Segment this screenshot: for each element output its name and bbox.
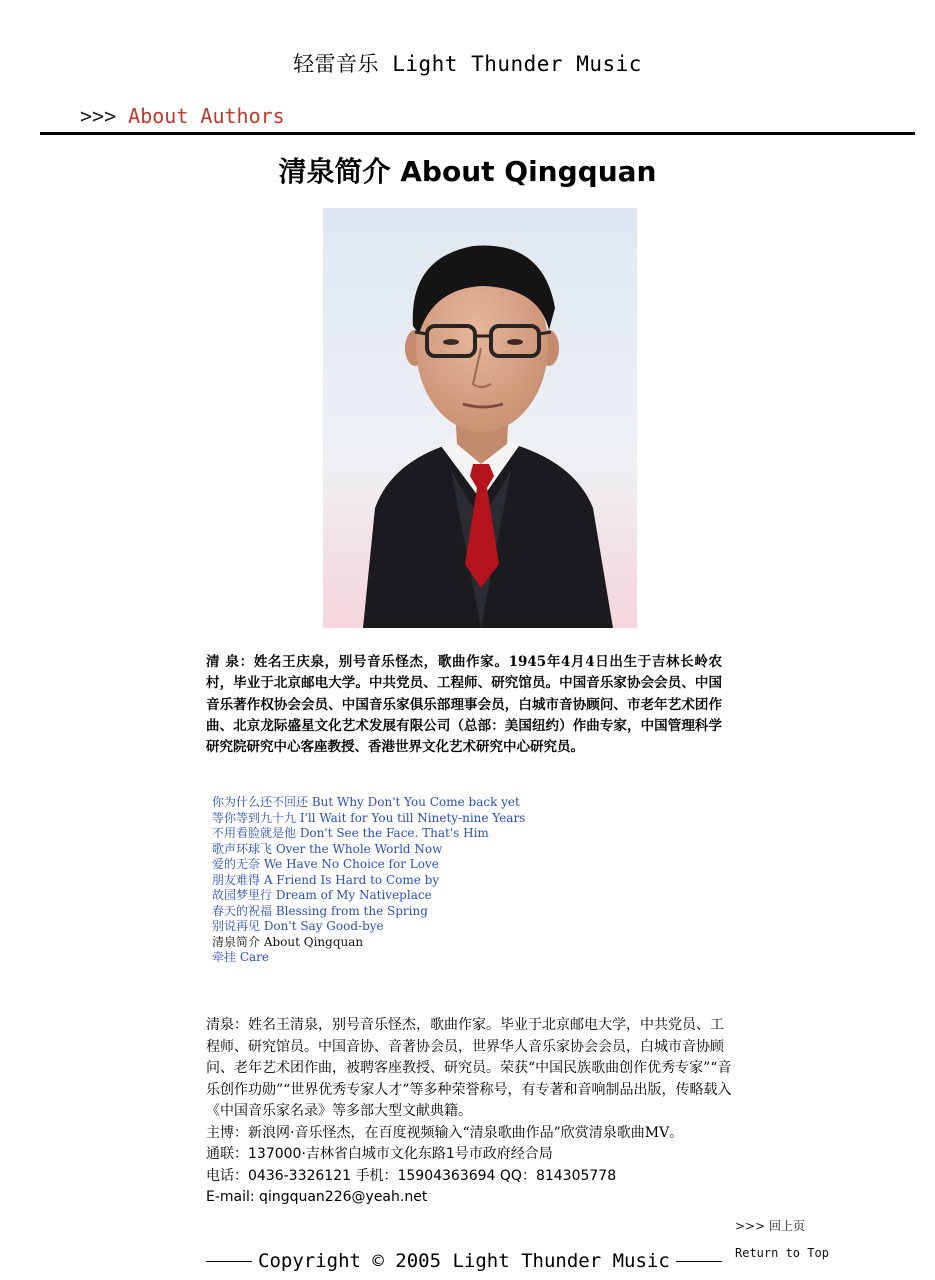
about-authors-link[interactable]: About Authors: [128, 104, 285, 128]
weibo-line: 主博：新浪网·音乐怪杰，在百度视频输入“清泉歌曲作品”欣赏清泉歌曲MV。: [206, 1124, 684, 1141]
work-link-2[interactable]: 等你等到九十九 I'll Wait for You till Ninety-nine Years: [212, 810, 526, 825]
work-link-3[interactable]: 不用看脸就是他 Don't See the Face. That's Him: [212, 826, 489, 840]
header-divider: [40, 132, 915, 135]
work-link-8[interactable]: 春天的祝福 Blessing from the Spring: [212, 903, 428, 918]
work-link-6[interactable]: 朋友难得 A Friend Is Hard to Come by: [212, 872, 440, 887]
work-link-9[interactable]: 别说再见 Don't Say Good-bye: [212, 919, 384, 933]
section-breadcrumb: [80, 104, 285, 128]
author-bio-short: 清 泉：姓名王庆泉，别号音乐怪杰，歌曲作家。1945年4月4日出生于吉林长岭农村，毕业于北京邮电大学。中共党员、工程师、研究馆员。中国音乐家协会会员、中国音乐著作权协会会员、中国音乐家俱乐部理事会员，白城市音协顾问、市老年艺术团作曲、北京龙际盛星文化艺术发展有限公司（总部：美国纽约）作曲专家，中国管理科学研究院研究中心客座教授、香港世界文化艺术研究中心研究员。: [206, 654, 722, 756]
return-to-top[interactable]: [735, 1213, 829, 1267]
footer-dash-left: [206, 1261, 252, 1262]
works-list: [212, 795, 672, 966]
author-portrait: [323, 208, 637, 628]
return-en-label[interactable]: Return to Top: [735, 1246, 829, 1260]
address-line: 通联：137000·吉林省白城市文化东路1号市政府经合局: [206, 1146, 553, 1162]
breadcrumb-arrows: >>>: [80, 104, 117, 128]
work-link-11[interactable]: 牵挂 Care: [212, 950, 269, 964]
work-link-7[interactable]: 故园梦里行 Dream of My Nativeplace: [212, 888, 432, 902]
copyright-text: Copyright © 2005 Light Thunder Music: [258, 1250, 670, 1272]
work-item-current: 清泉简介 About Qingquan: [212, 934, 364, 949]
footer-dash-right: [676, 1261, 722, 1262]
portrait-illustration: [323, 208, 637, 628]
work-link-5[interactable]: 爱的无奈 We Have No Choice for Love: [212, 857, 439, 871]
author-bio-long: [206, 1015, 734, 1209]
page-title: 清泉简介 About Qingquan: [278, 155, 657, 188]
bio-paragraph: 清泉：姓名王清泉，别号音乐怪杰，歌曲作家。毕业于北京邮电大学，中共党员、工程师、研究馆员。中国音协、音著协会员，世界华人音乐家协会会员，白城市音协顾问、老年艺术团作曲，被聘客座教授、研究员。荣获“中国民族歌曲创作优秀专家”“音乐创作功勋”“世界优秀专家人才”等多种荣誉称号，有专著和音响制品出版，传略载入《中国音乐家名录》等多部大型文献典籍。: [206, 1017, 732, 1119]
work-link-1[interactable]: 你为什么还不回还 But Why Don't You Come back yet: [212, 795, 520, 809]
return-cn-label[interactable]: >>> 回上页: [735, 1219, 805, 1233]
email-line: E-mail: qingquan226@yeah.net: [206, 1189, 428, 1205]
site-title: 轻雷音乐 Light Thunder Music: [293, 52, 642, 76]
work-link-4[interactable]: 歌声环球飞 Over the Whole World Now: [212, 841, 443, 856]
phone-line: 电话：0436-3326121 手机：15904363694 QQ：814305778: [206, 1167, 617, 1184]
footer-copyright: [200, 1250, 722, 1272]
